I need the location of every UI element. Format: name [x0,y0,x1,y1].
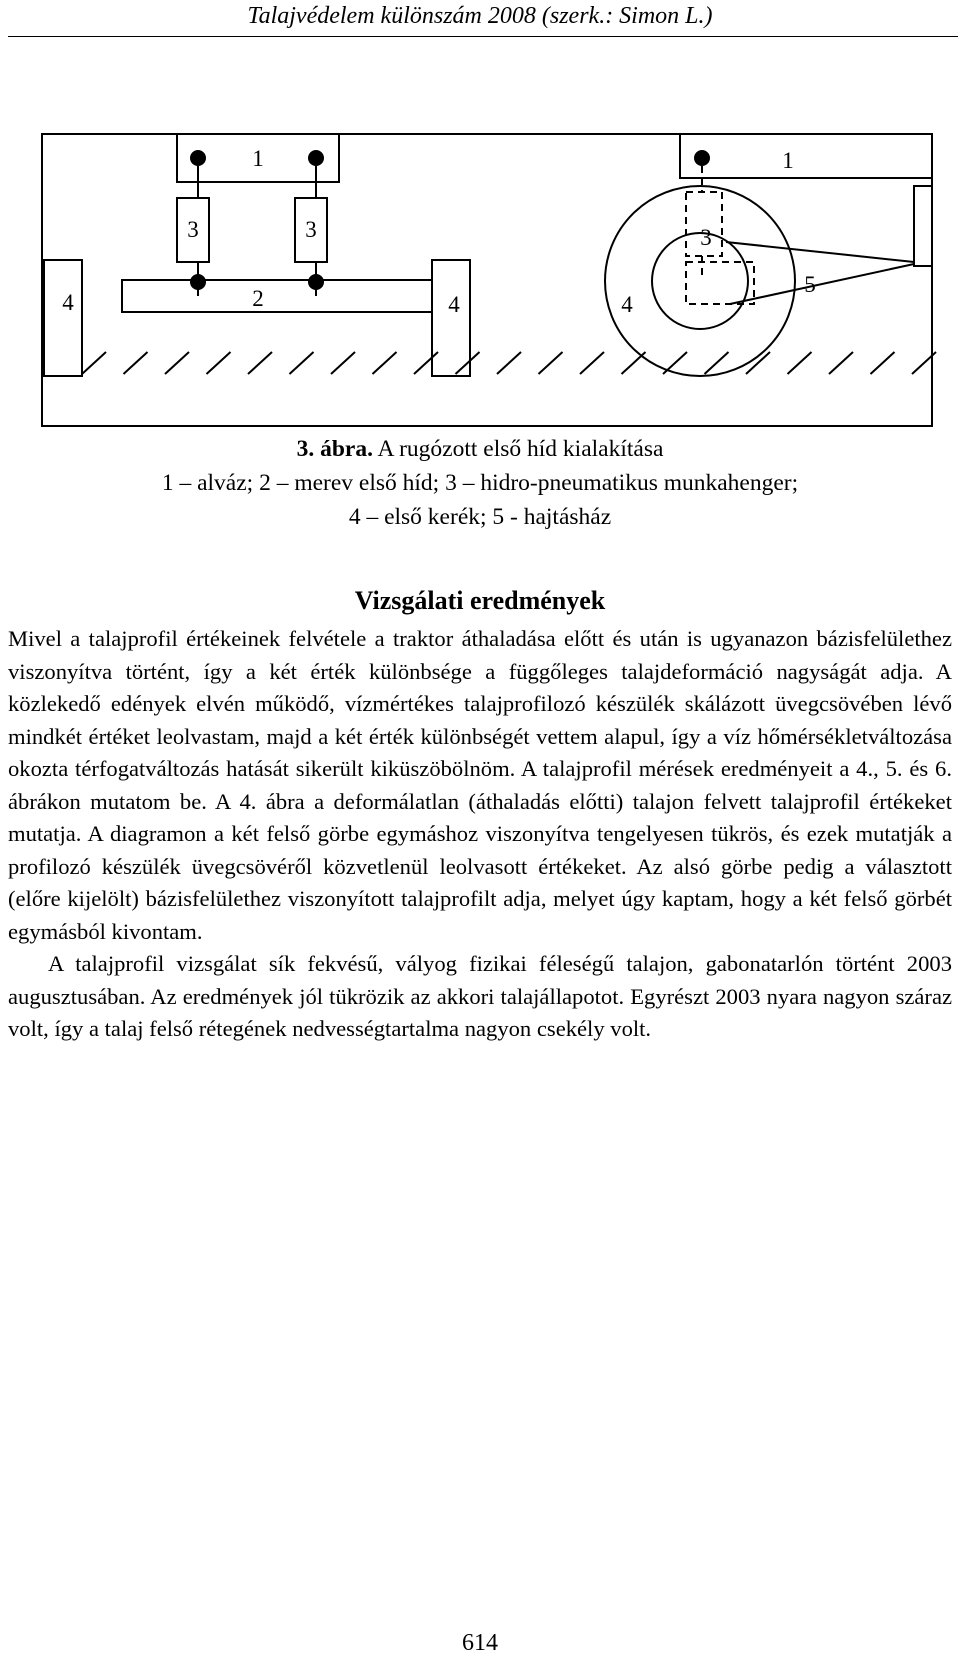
hatch-stroke [497,352,521,374]
label-wheel-left: 4 [62,290,74,315]
header-rule [8,36,958,37]
hatch-stroke [456,352,480,374]
hatch-stroke [622,352,646,374]
hatch-stroke [871,352,895,374]
label-gearbox: 5 [804,272,816,297]
label-cylinder-middle: 3 [305,217,317,242]
joint-axle-left [190,274,206,290]
joint-top-left [190,150,206,166]
hatch-stroke [82,352,106,374]
caption-legend-line-1: 1 – alváz; 2 – merev első híd; 3 – hidro-pneumatikus munkahenger; [161,470,799,496]
hatch-stroke [829,352,853,374]
caption-title [0,432,960,466]
hatch-stroke [290,352,314,374]
section-heading: Vizsgálati eredmények [354,586,606,615]
gearbox-lower-edge [730,264,914,304]
page-number: 614 [462,1630,498,1656]
hatch-stroke [124,352,148,374]
hatch-stroke [373,352,397,374]
label-wheel-middle: 4 [448,292,460,317]
label-cylinder-right: 3 [700,225,712,250]
wheel-middle [432,260,470,376]
hatch-stroke [663,352,687,374]
axle-rigid [122,280,432,312]
label-cylinder-left: 3 [187,217,199,242]
caption-title-rest: A rugózott első híd kialakítása [372,436,664,462]
hatch-stroke [331,352,355,374]
joint-top-right [694,150,710,166]
caption-title-bold: 3. ábra. [296,436,373,462]
label-wheel-right: 4 [621,292,633,317]
hatch-stroke [705,352,729,374]
hatch-stroke [788,352,812,374]
chassis-right [680,134,932,178]
joint-axle-middle [308,274,324,290]
hatch-stroke [580,352,604,374]
label-axle: 2 [252,286,264,311]
hatch-stroke [165,352,189,374]
caption-legend-line-2: 4 – első kerék; 5 - hajtásház [348,504,612,530]
gearbox-dashed-housing [686,262,754,304]
label-chassis-right: 1 [782,148,794,173]
front-axle-diagram [0,130,960,430]
gearbox-strut [914,186,932,266]
running-header: Talajvédelem különszám 2008 (szerk.: Simon L.) [247,3,713,29]
wheel-left [44,260,82,376]
hatch-stroke [539,352,563,374]
hatch-stroke [414,352,438,374]
body-text [8,623,952,1046]
gearbox-upper-edge [726,242,914,262]
paragraph-1: Mivel a talajprofil értékeinek felvétele a traktor áthaladása előtt és után is ugyanazon bázisfelülethez viszonyítva történt, így a két érték különbsége a függőleges talajdeformáció nagyságát adja. A közlekedő edények elvén működő, vízmértékes talajprofilozó készülék skálázott üvegcsövében lévő mindkét értéket leolvastam, majd a két érték különbségét vettem alapul, így a víz hőmérsékletváltozása okozta térfogatváltozás hatását sikerült kiküszöbölnöm. A talajprofil mérések eredményeit a 4., 5. és 6. ábrákon mutatom be. A 4. ábra a deformálatlan (áthaladás előtti) talajon felvett talajprofil értékeket mutatja. A diagramon a két felső görbe egymáshoz viszonyítva tengelyesen tükrös, és ezek mutatják a profilozó készülék üvegcsövéről közvetlenül leolvasott értékeket. Az alsó görbe pedig a választott (előre kijelölt) bázisfelülethez viszonyított talajprofilt adja, melyet úgy kaptam, hogy a két felső görbét egymásból kivontam. [8,626,952,944]
label-chassis-left: 1 [252,146,264,171]
joint-top-middle [308,150,324,166]
wheel-right-outer [605,186,795,376]
hatch-stroke [207,352,231,374]
ground-hatching [82,352,936,374]
hatch-stroke [248,352,272,374]
paragraph-2: A talajprofil vizsgálat sík fekvésű, vályog fizikai féleségű talajon, gabonatarlón történt 2003 augusztusában. Az eredmények jól tükrözik az akkori talajállapotot. Egyrészt 2003 nyara nagyon száraz volt, így a talaj felső rétegének nedvességtartalma nagyon csekély volt. [8,951,952,1041]
figure-caption [0,432,960,534]
